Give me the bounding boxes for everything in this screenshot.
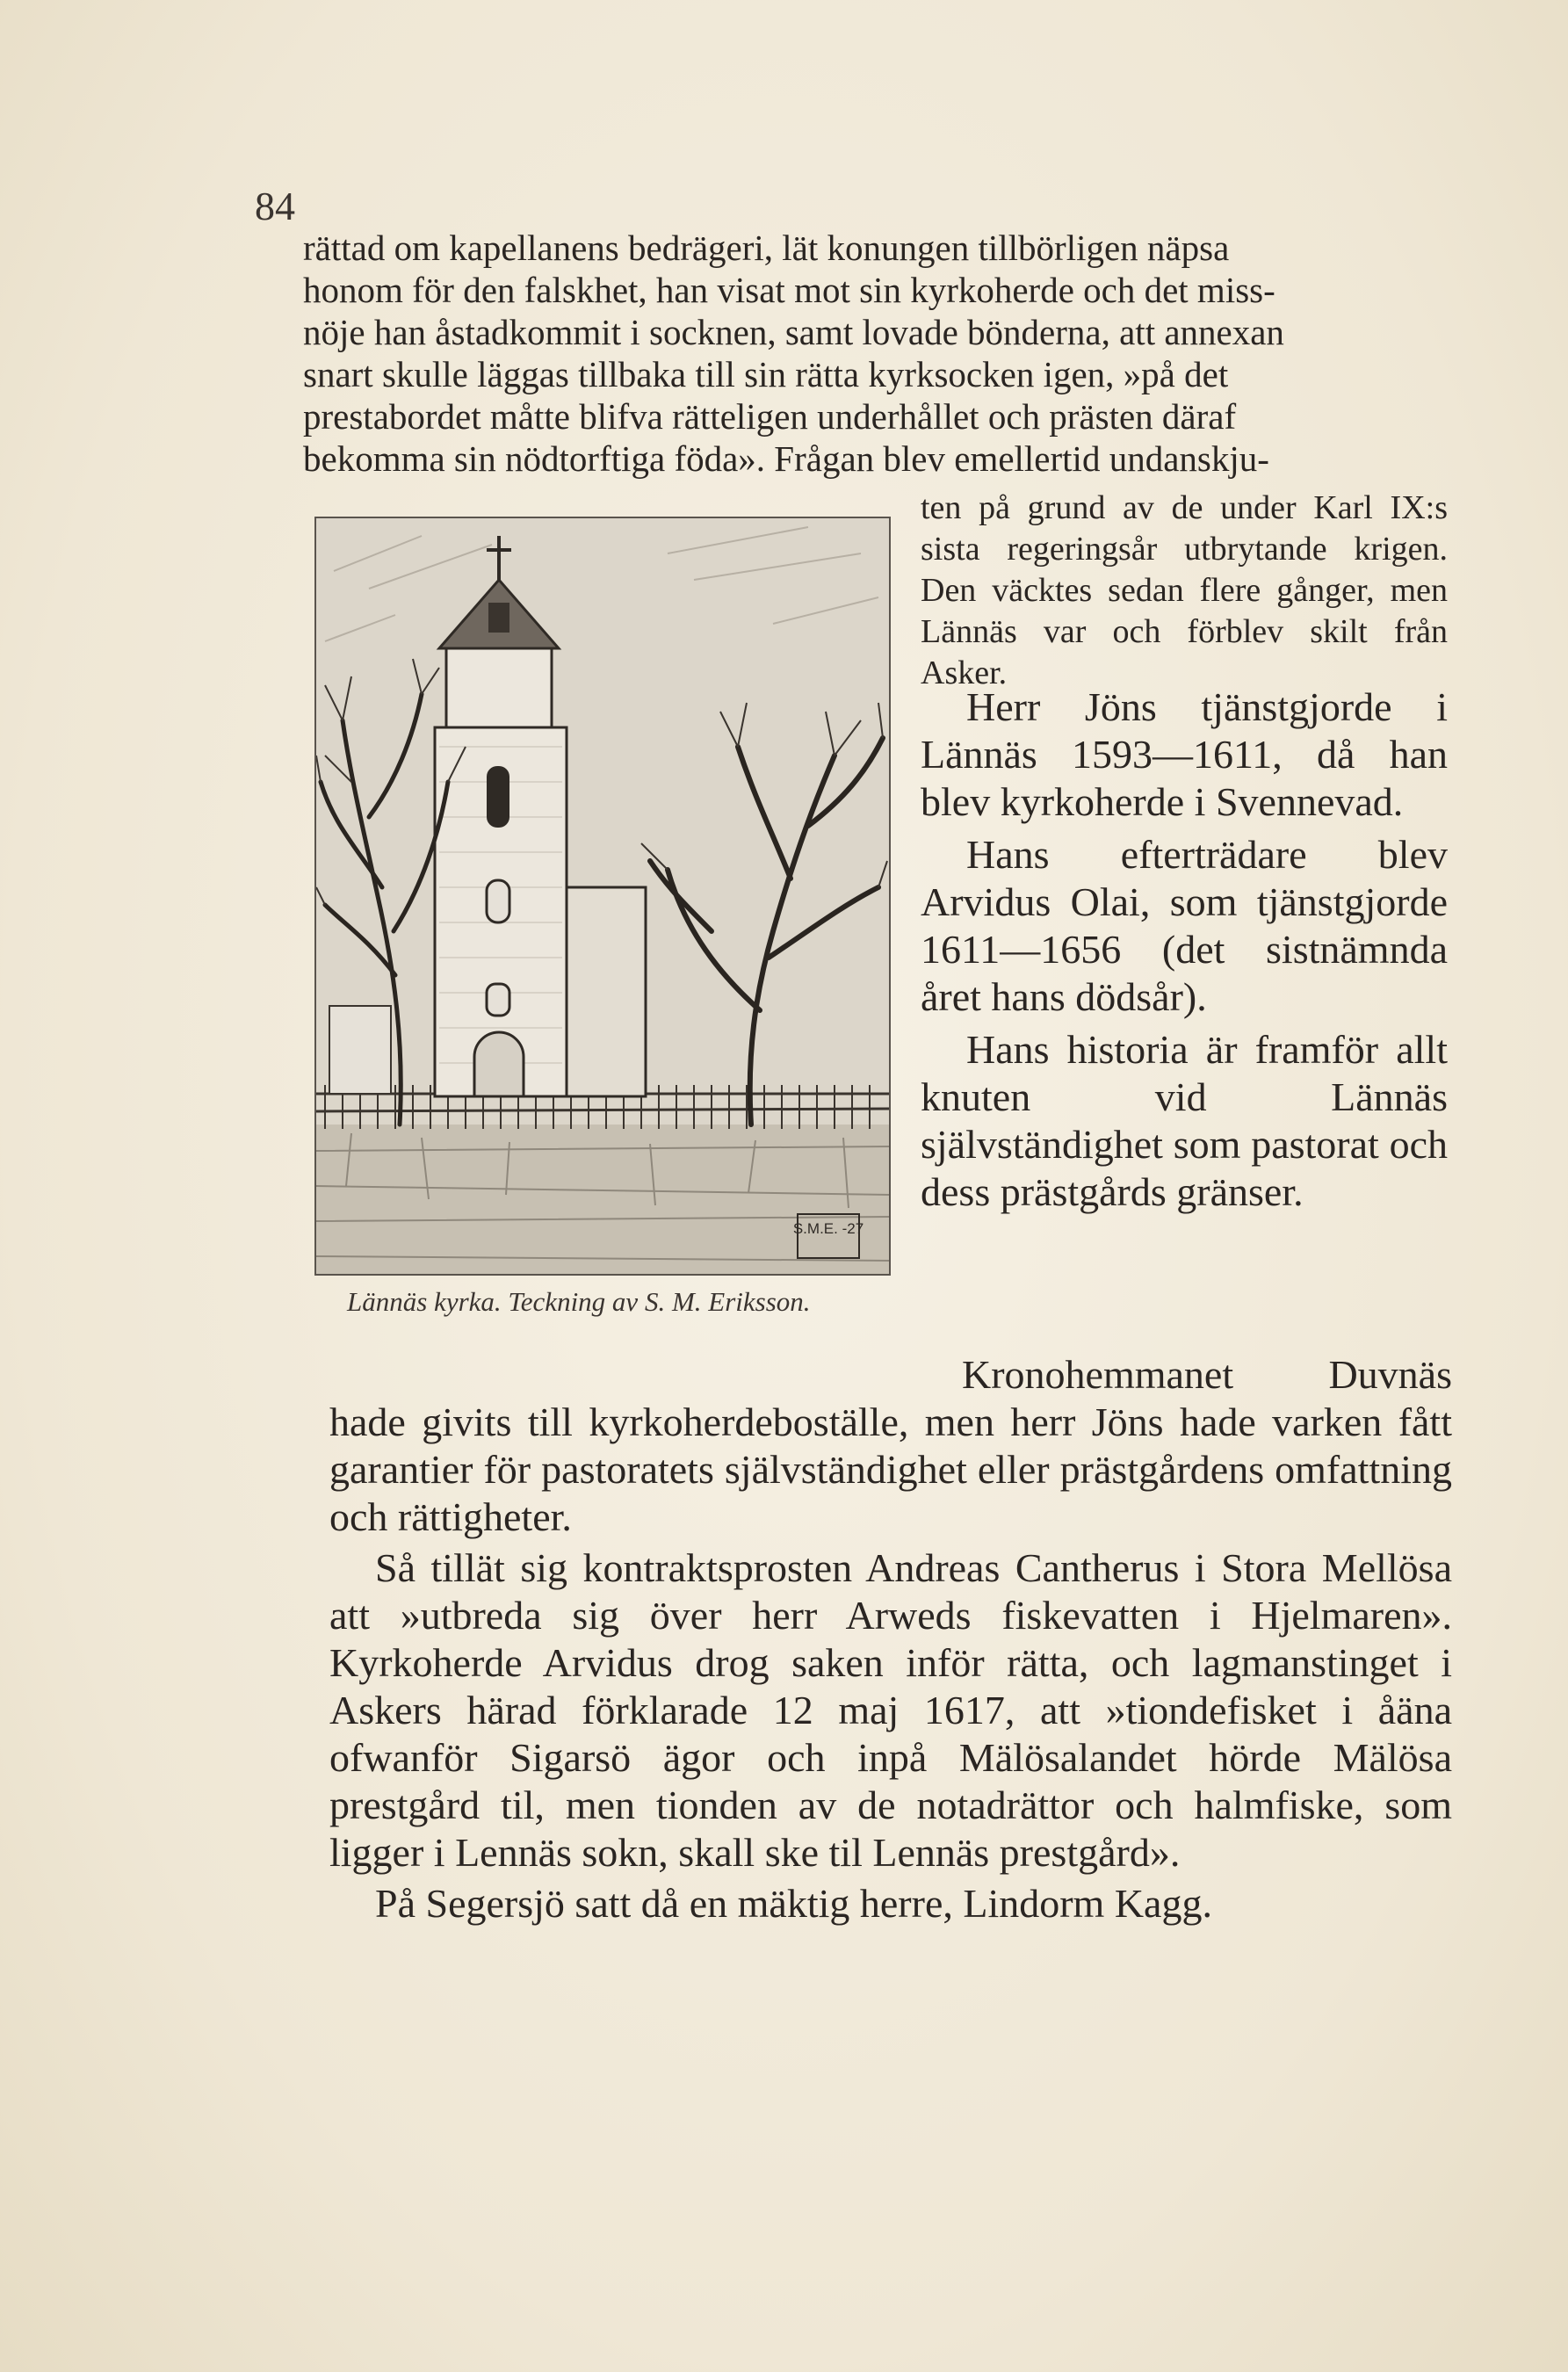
illustration-signature: S.M.E. -27 [792, 1220, 864, 1237]
text-line: prestabordet måtte blifva rätteligen underhållet och prästen däraf [303, 396, 1237, 437]
text-line: snart skulle läggas tillbaka till sin rätta kyrksocken igen, »på det [303, 354, 1229, 394]
paragraph: Hans efterträdare blev Arvidus Olai, som tjänstgjorde 1611—1656 (det sistnämnda året hans dödsår). [921, 832, 1448, 1019]
intro-paragraph [303, 227, 1445, 480]
text-line: rättad om kapellanens bedrägeri, lät konungen tillbörligen näpsa [303, 228, 1230, 268]
paragraph: Kronohemmanet Duvnäs hade givits till kyrkoherdeboställe, men herr Jöns hade varken fått garantier för pastoratets självständighet eller prästgårdens omfattning och rättigheter. [329, 1352, 1452, 1539]
paragraph: Hans historia är framför allt knuten vid Lännäs självständighet som pastorat och dess prästgårds gränser. [921, 1027, 1448, 1214]
page-number: 84 [255, 184, 295, 228]
text-line: nöje han åstadkommit i socknen, samt lovade bönderna, att annexan [303, 312, 1284, 352]
paragraph: Herr Jöns tjänstgjorde i Lännäs 1593—1611, då han blev kyrkoherde i Svennevad. [921, 684, 1448, 824]
bottom-text [329, 1351, 1452, 1931]
church-drawing [316, 518, 889, 1274]
figure-caption: Lännäs kyrka. Teckning av S. M. Eriksson. [347, 1286, 811, 1317]
text-line: bekomma sin nödtorftiga föda». Frågan blev emellertid undanskju- [303, 438, 1269, 479]
church-illustration [314, 517, 891, 1276]
paragraph: Så tillät sig kontraktsprosten Andreas Cantherus i Stora Mellösa att »utbreda sig över herr Arweds fiskevatten i Hjelmaren». Kyrkoherde Arvidus drog saken inför rätta, och lagmanstinget i Askers härad förklarade 12 maj 1617, att »tiondefisket i åäna ofwanför Sigarsö ägor och inpå Mälösalandet hörde Mälösa prestgård til, men tionden av de notadrättor och halmfiske, som ligger i Lennäs sokn, skall ske til Lennäs prestgård». [329, 1545, 1452, 1875]
wrapped-text-large [921, 683, 1448, 1221]
wrapped-text-small: ten på grund av de under Karl IX:s sista regeringsår utbrytande krigen. Den väcktes sedan flere gånger, men Lännäs var och förblev skilt från Asker. [921, 489, 1448, 691]
paragraph: På Segersjö satt då en mäktig herre, Lindorm Kagg. [375, 1881, 1212, 1926]
text-line: honom för den falskhet, han visat mot sin kyrkoherde och det miss- [303, 270, 1275, 310]
